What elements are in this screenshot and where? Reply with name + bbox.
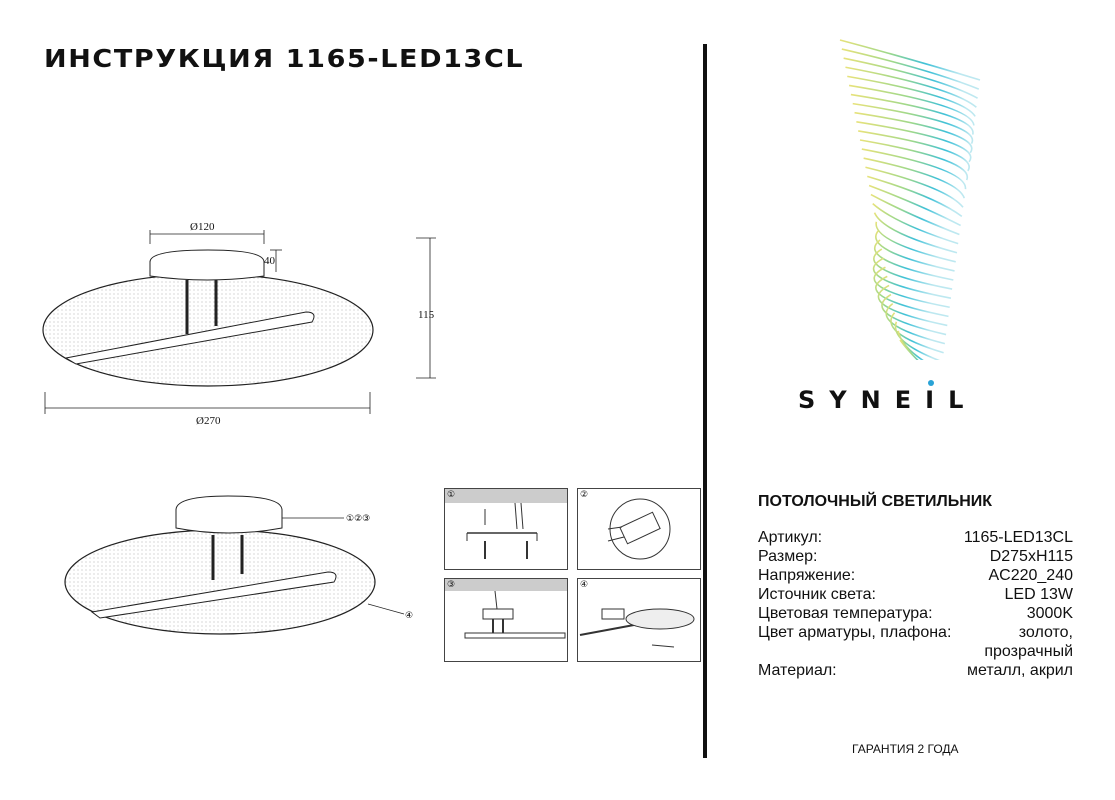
install-step-1 [444, 488, 568, 570]
spec-row-color: Цвет арматуры, плафона: золото, [758, 624, 1073, 641]
step-number: ② [580, 490, 589, 500]
step-number: ③ [447, 580, 456, 590]
dim-total-height: 115 [418, 309, 435, 321]
spec-row-voltage: Напряжение: AC220_240 [758, 567, 1073, 584]
wiring-terminal-icon [578, 489, 700, 569]
document-title: ИНСТРУКЦИЯ 1165-LED13CL [44, 44, 525, 73]
brand-wordmark [798, 386, 977, 414]
attach-disc-icon [578, 579, 700, 661]
spec-row-size: Размер: D275xH115 [758, 548, 1073, 565]
spec-row-material: Материал: металл, акрил [758, 662, 1073, 679]
install-step-2 [577, 488, 701, 570]
spec-table [758, 528, 1073, 680]
step-number: ④ [580, 580, 589, 590]
lamp-drawing-parts [65, 496, 413, 634]
callout-disc: ④ [405, 611, 414, 621]
step-number: ① [447, 490, 456, 500]
ceiling-drill-icon [445, 489, 567, 569]
warranty-note: ГАРАНТИЯ 2 ГОДА [852, 742, 959, 756]
install-step-3 [444, 578, 568, 662]
spec-row-article: Артикул: 1165-LED13CL [758, 529, 1073, 546]
dim-base-diameter: Ø120 [190, 221, 215, 233]
spec-row-color-temp: Цветовая температура: 3000K [758, 605, 1073, 622]
spec-row-color-cont: прозрачный [984, 643, 1073, 660]
dim-diameter: Ø270 [196, 415, 221, 427]
spec-row-light-source: Источник света: LED 13W [758, 586, 1073, 603]
product-type-heading: ПОТОЛОЧНЫЙ СВЕТИЛЬНИК [758, 493, 993, 510]
install-step-4 [577, 578, 701, 662]
dim-base-height: 40 [264, 255, 275, 267]
vertical-divider [703, 44, 707, 758]
brand-logo-wave [820, 30, 1010, 360]
callout-parts: ①②③ [346, 514, 371, 524]
brand-letters-end: L [948, 386, 978, 414]
brand-letters: SYNE [798, 386, 926, 414]
mount-bracket-icon [445, 579, 567, 661]
lamp-drawing-dimensioned [43, 221, 436, 427]
brand-letter-i: I [925, 386, 948, 414]
